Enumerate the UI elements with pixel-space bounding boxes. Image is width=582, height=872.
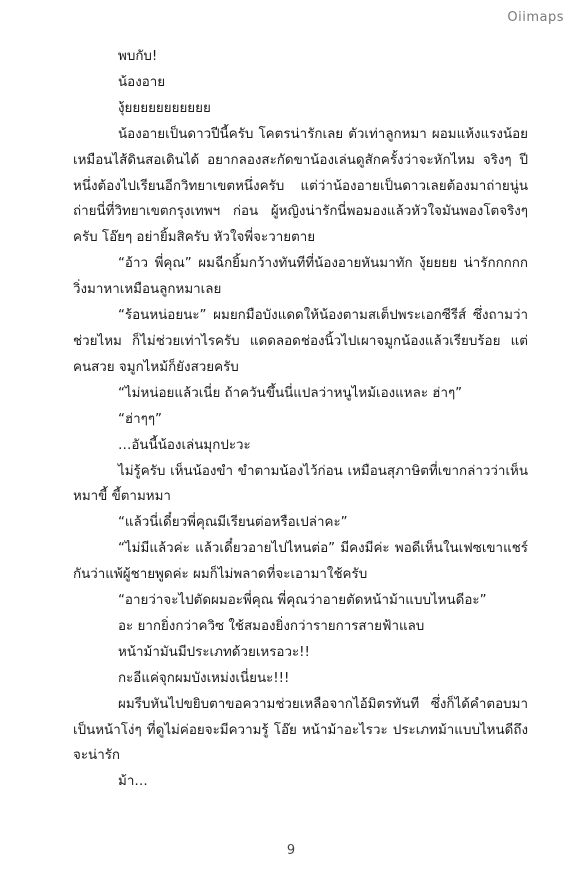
paragraph: “อายว่าจะไปตัดผมอะพี่คุณ พี่คุณว่าอายตัดหน้าม้าแบบไหนดีอะ” xyxy=(118,593,487,609)
brand-watermark: Oiimaps xyxy=(507,10,564,25)
paragraph: ผมรีบหันไปขยิบตาขอความช่วยเหลือจากไอ้มิตรทันที ซึ่งก็ได้คำตอบมาเป็นหน้าโง่ๆ ที่ดูไม่ค่อยจะมีความรู้ โอ๊ย หน้าม้าอะไรวะ ประเภทม้าแบบไหนดีถึงจะน่ารัก xyxy=(73,696,528,764)
paragraph: “ไม่หน่อยแล้วเนี่ย ถ้าควันขึ้นนี่แปลว่าหนูไหม้เองแหละ ฮ่าๆ” xyxy=(118,385,463,401)
paragraph: ม้า… xyxy=(118,774,148,790)
paragraph: อะ ยากยิ่งกว่าควิซ ใช้สมองยิ่งกว่ารายการสายฟ้าแลบ xyxy=(118,618,425,634)
paragraph: …อันนี้น้องเล่นมุกปะวะ xyxy=(118,437,251,453)
paragraph: ไม่รู้ครับ เห็นน้องขำ ขำตามน้องไว้ก่อน เหมือนสุภาษิตที่เขากล่าวว่าเห็นหมาขี้ ขี้ตามหมา xyxy=(73,463,528,505)
paragraph: “ไม่มีแล้วค่ะ แล้วเดี๋ยวอายไปไหนต่อ” มีคงมีค่ะ พอดีเห็นในเฟซเขาแชร์กันว่าแพ้ผู้ชายพูดค่ะ ผมก็ไม่พลาดที่จะเอามาใช้ครับ xyxy=(73,541,528,583)
page-body xyxy=(73,44,528,795)
paragraph: “อ้าว พี่คุณ” ผมฉีกยิ้มกว้างทันทีที่น้องอายหันมาทัก งุ้ยยยย น่ารักกกกกวิ่งมาหาเหมือนลูกหมาเลย xyxy=(73,256,528,298)
paragraph: “ร้อนหน่อยนะ” ผมยกมือบังแดดให้น้องตามสเต็ปพระเอกซีรีส์ ซึ่งถามว่าช่วยไหม ก็ไม่ช่วยเท่าไรครับ แดดลอดช่องนิ้วไปเผาจมูกน้องแล้วเรียบร้อย แต่คนสวย จมูกไหม้ก็ยังสวยครับ xyxy=(73,308,528,375)
paragraph: พบกับ! xyxy=(118,49,158,64)
page-number: 9 xyxy=(286,843,296,858)
paragraph: น้องอายเป็นดาวปีนี้ครับ โคตรน่ารักเลย ตัวเท่าลูกหมา ผอมแห้งแรงน้อยเหมือนไส้ดินสอเดินได้ อยากลองสะกัดขาน้องเล่นดูสักครั้งว่าจะหักไหม จริงๆ ปีหนึ่งต้องไปเรียนอีกวิทยาเขตหนึ่งครับ แต่ว่าน้องอายเป็นดาวเลยต้องมาถ่ายนู่นถ่ายนี่ที่วิทยาเขตกรุงเทพฯ ก่อน ผู้หญิงน่ารักนี่พอมองแล้วหัวใจมันพองโตจริงๆ ครับ โอ๊ยๆ อย่ายิ้มสิครับ หัวใจพี่จะวายตาย xyxy=(73,126,528,246)
paragraph: กะอีแค่จุกผมบังเหม่งเนี่ยนะ!!! xyxy=(118,670,290,686)
paragraph: งุ้ยยยยยยยยยยย xyxy=(118,100,211,116)
paragraph: “ฮ่าๆๆ” xyxy=(118,411,162,427)
paragraph: น้องอาย xyxy=(118,74,166,90)
paragraph: หน้าม้ามันมีประเภทด้วยเหรอวะ!! xyxy=(118,644,310,660)
paragraph: “แล้วนี่เดี๋ยวพี่คุณมีเรียนต่อหรือเปล่าคะ” xyxy=(118,515,348,531)
